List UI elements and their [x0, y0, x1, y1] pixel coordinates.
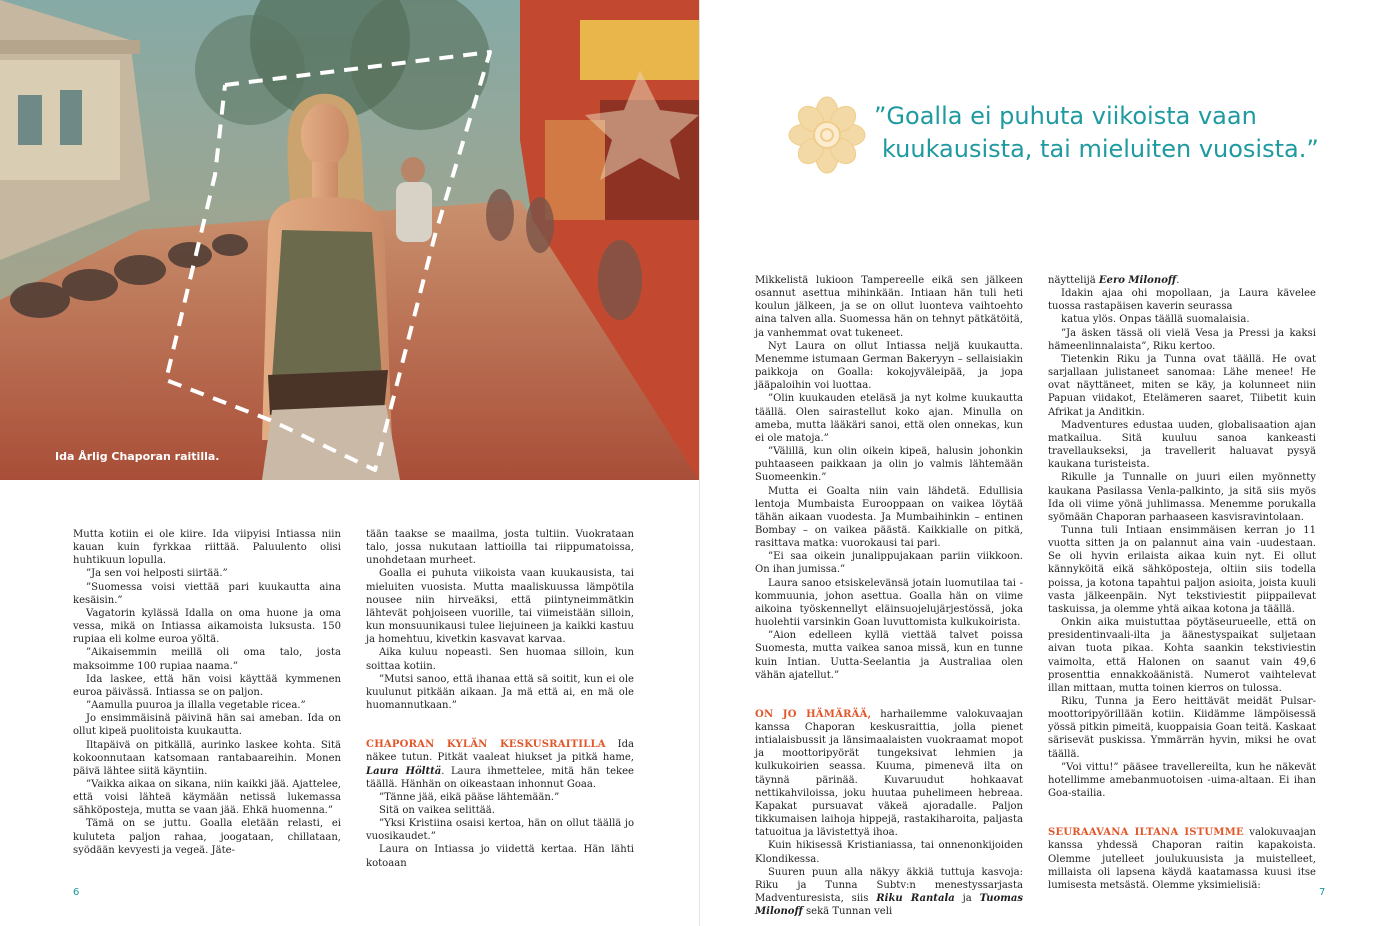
paragraph: Laura on Intiassa jo viidettä kertaa. Hän lähti kotoaan: [366, 844, 634, 869]
pull-quote-line-1: ”Goalla ei puhuta viikoista vaan: [874, 102, 1257, 130]
paragraph: ”Mutsi sanoo, että ihanaa että sä soitit, kun ei ole kuulunut pitkään aikaan. Ja mä että ai, en mä ole huomannutkaan.”: [366, 673, 634, 712]
paragraph: ”Ja äsken tässä oli vielä Vesa ja Pressi ja kaksi hämeenlinnalaista”, Riku kertoo.: [1048, 327, 1316, 352]
paragraph: [1048, 274, 1316, 287]
paragraph: Mikkelistä lukioon Tampereelle eikä sen jälkeen osannut asettua mihinkään. Intiaan hän tuli heti koulun jälkeen, ja se on ollut luonteva vaihtoehto aina talven alla. Suomessa hän on tehnyt pätkätöitä, ja vanhemmat ovat tukeneet.: [755, 275, 1023, 339]
text-run: valokuvaajan kanssa yhdessä Chaporan raitin kapakoista. Olemme jutelleet joulukuusista ja muistelleet, millaista oli lapsena käydä kaatamassa kuusi itse lumisesta metsästä. Olemme yksimielisiä:: [1048, 827, 1316, 891]
paragraph: Madventures edustaa uuden, globalisaation ajan matkailua. Sitä kuuluu sanoa kankeasti travellaukseksi, ja travellerit haluavat pysyä kaukana turisteista.: [1048, 419, 1316, 471]
paragraph: Jo ensimmäisinä päivinä hän sai ameban. Ida on ollut kipeä puolitoista kuukautta.: [73, 713, 341, 738]
section-lead-paragraph: [366, 738, 634, 791]
paragraph: ”Suomessa voisi viettää pari kuukautta aina kesäisin.”: [73, 581, 341, 606]
article-column-1: [73, 528, 341, 857]
paragraph: [755, 866, 1023, 919]
paragraph: ”Tänne jää, eikä pääse lähtemään.”: [379, 791, 560, 803]
section-heading: ON JO HÄMÄRÄÄ,: [755, 708, 872, 720]
person-name: Eero Milonoff: [1098, 275, 1177, 286]
paragraph: tään taakse se maailma, josta tultiin. Vuokrataan talo, jossa nukutaan lattioilla tai riippumatoissa, unohdetaan murheet.: [366, 529, 634, 567]
text-run: Suuren puun alla näkyy äkkiä tuttuja kasvoja: Riku ja Tunna Subtv:n menestyssarjasta Madventuresista, siis: [755, 866, 1023, 905]
paragraph: ”Aamulla puuroa ja illalla vegetable ricea.”: [86, 700, 306, 712]
paragraph: ”Voi vittu!” pääsee travellereilta, kun he näkevät hotellimme amebanmuotoisen -uima-altaan. Ei ihan Goa-stailia.: [1048, 761, 1316, 800]
paragraph: ”Olin kuukauden eteläsä ja nyt kolme kuukautta täällä. Olen sairastellut koko ajan. Minulla on ameba, mutta lääkäri sanoi, että olen onnekas, kun ei ole matoja.”: [755, 393, 1023, 444]
section-lead-paragraph: [755, 708, 1023, 840]
page-number-right: 7: [1319, 887, 1326, 898]
paragraph: Ida laskee, että hän voisi käyttää kymmenen euroa päivässä. Intiassa se on paljon.: [73, 673, 341, 698]
section-lead-paragraph: [1048, 826, 1316, 892]
paragraph: ”Aikaisemmin meillä oli oma talo, josta maksoimme 100 rupiaa naama.”: [73, 647, 341, 672]
street-scene-illustration: [0, 0, 699, 480]
paragraph: ”Vaikka aikaa on sikana, niin kaikki jää. Ajattelee, että voisi lähteä käymään netissä lukemassa sähköposteja, mutta se vaan jää. Ehkä huomenna.”: [73, 778, 341, 817]
text-run: sekä Tunnan veli: [802, 906, 893, 918]
text-run: näyttelijä: [1048, 275, 1099, 286]
page-gutter: [699, 0, 700, 926]
paragraph: Tunna tuli Intiaan ensimmäisen kerran jo 11 vuotta sitten ja on palannut aina vain -uudestaan. Se oli hyvin erilaista aikaa kuin nyt. Ei ollut kännyköitä eikä sähköposteja, oltiin siis todella poissa, ja kotona tapahtui paljon asioita, joista kuuli vasta jälkeenpäin. Nyt tekstiviestit piippailevat taskuissa, ja olemme yhtä aikaa kotona ja täällä.: [1048, 524, 1316, 615]
paragraph: Sitä on vaikea selittää.: [379, 804, 495, 816]
paragraph: Tämä on se juttu. Goalla eletään relasti, ei kuluteta paljon rahaa, joogataan, chillataan, syödään kevyesti ja vegeä. Jäte-: [73, 818, 341, 856]
paragraph: Aika kuluu nopeasti. Sen huomaa silloin, kun soittaa kotiin.: [366, 647, 634, 672]
photo-caption: Ida Årlig Chaporan raitilla.: [55, 450, 220, 463]
paragraph: ”Ei saa oikein junalippujakaan pariin viikkoon. On ihan jumissa.”: [755, 551, 1023, 576]
section-heading: SEURAAVANA ILTANA ISTUMME: [1048, 827, 1244, 839]
paragraph: Laura sanoo etsiskelevänsä jotain luomutilaa tai -kommuunia, johon asettua. Goalla hän on viime aikoina työskennellyt eläinsuojelujärjestössä, joka huolehtii varsinkin Goan luvuttomista kulkukoirista.: [755, 577, 1023, 629]
paragraph: Nyt Laura on ollut Intiassa neljä kuukautta. Menemme istumaan German Bakeryyn – sellaisiakin paikkoja on Goalla: kokojyväleipää, ja jopa jääpaloihin voi luottaa.: [755, 340, 1023, 392]
article-column-4: [1048, 274, 1316, 892]
paragraph: Iltapäivä on pitkällä, aurinko laskee kohta. Sitä kokoonnutaan katsomaan rantabaareihin. Monen päivä lähtee siitä käyntiin.: [73, 739, 341, 777]
pull-quote-line-2: kuukausista, tai mieluiten vuosista.”: [882, 135, 1319, 163]
section-heading: CHAPORAN KYLÄN KESKUSRAITILLA: [366, 739, 606, 751]
paragraph: Idakin ajaa ohi mopollaan, ja Laura kävelee tuossa rastapäisen kaverin seurassa: [1048, 288, 1316, 313]
text-run: ja: [954, 893, 980, 905]
paragraph: ”Yksi Kristiina osaisi kertoa, hän on ollut täällä jo vuosikaudet.”: [366, 818, 634, 843]
paragraph: Goalla ei puhuta viikoista vaan kuukausista, tai mieluiten vuosista. Mutta maaliskuussa lämpötila nousee niin hirveäksi, että piintyneimmätkin lähtevät pohjoiseen vuorille, tai viimeistään silloin, kun monsuunikausi tulee liejuineen ja kaikki kastuu ja homehtuu, kivetkin kasvavat karvaa.: [366, 568, 634, 646]
text-run: .: [1176, 275, 1180, 286]
text-run: . Laura ihmettelee, mitä hän tekee täällä. Hänhän on oikeastaan inhonnut Goaa.: [366, 765, 634, 790]
article-column-2: [366, 528, 634, 870]
article-column-3: [755, 274, 1023, 918]
paragraph: ”Aion edelleen kyllä viettää talvet poissa Suomesta, mutta vaikea sanoa missä, kun en tunne kuin Intian. Uutta-Seelantia ja Australiaa olen vähän ajatellut.”: [755, 630, 1023, 681]
text-run: harhailemme valokuvaajan kanssa Chaporan keskusraittia, jolla pienet intialaisbussit ja länsimaalaisten vuokraamat mopot ja moottoripyörät tungeksivat lehmien ja kulkukoirien seassa. Kuuma, pimenevä ilta on täynnä pärinää. Kuvaruudut hohkaavat nettikahviloissa, joku huutaa puhelimeen hebreaa. Kapakat pursuavat väkeä ajoradalle. Paljon tikkumaisen laihoja hippejä, rastakiharoita, paljasta tatuoitua ja lävistettyä ihoa.: [755, 708, 1023, 839]
paragraph: Riku, Tunna ja Eero heittävät meidät Pulsar-moottoripyörillään kotiin. Kiidämme lämpöisessä yössä pitkin pimeitä, kuoppaisia Goan teitä. Kaskaat särisevät puskissa. Ymmärrän hyvin, miksi he ovat täällä.: [1048, 696, 1316, 760]
paragraph: Mutta kotiin ei ole kiire. Ida viipyisi Intiassa niin kauan kuin fyrkkaa riittää. Paluulento olisi huhtikuun lopulla.: [73, 529, 341, 567]
paragraph: ”Ja sen voi helposti siirtää.”: [86, 568, 228, 580]
paragraph: Tietenkin Riku ja Tunna ovat täällä. He ovat sarjallaan julistaneet sanomaa: Lähe menee! He ovat näyttäneet, miten se käy, ja kolunneet niin Papuan viidakot, Etelämeren saaret, Tiibetit kuin Afrikat ja Anditkin.: [1048, 353, 1316, 418]
paragraph: ”Välillä, kun olin oikein kipeä, halusin johonkin puhtaaseen paikkaan ja olin jo valmis lähtemään Suomeenkin.”: [755, 446, 1023, 484]
paragraph: Kuin hikisessä Kristianiassa, tai onnenonkijoiden Klondikessa.: [755, 840, 1023, 865]
pull-quote: [874, 100, 1344, 166]
person-name: Riku Rantala: [876, 893, 955, 905]
hero-photo: [0, 0, 699, 480]
person-name: Tuomas Milonoff: [755, 893, 1023, 918]
paragraph: Vagatorin kylässä Idalla on oma huone ja oma vessa, mikä on Intiassa aikamoista luksusta. 150 rupiaa eli kolme euroa yöltä.: [73, 607, 341, 646]
paragraph: Onkin aika muistuttaa pöytäseurueelle, että on presidentinvaali-ilta ja äänestyspaikat suljetaan aivan tuota pikaa. Kohta saankin tekstiviestin vaimolta, että Halonen on saanut vain 49,6 prosenttia ennakkoäänistä. Numerot vaihtelevat illan mittaan, mutta toinen kierros on tulossa.: [1048, 617, 1316, 694]
text-run: Ida näkee tutun. Pitkät vaaleat hiukset ja pitkä hame,: [366, 739, 634, 764]
page-number-left: 6: [73, 887, 80, 898]
paragraph: katua ylös. Onpas täällä suomalaisia.: [1061, 314, 1250, 326]
paragraph: Mutta ei Goalta niin vain lähdetä. Edullisia lentoja Mumbaista Eurooppaan on vaikea löytää tähän aikaan vuodesta. Ja Mumbaihinkin – entinen Bombay – on vaikea päästä. Kaikkialle on pitkä, rasittava matka: vuorokausi tai pari.: [755, 485, 1023, 550]
lotus-ornament-icon: [788, 96, 866, 174]
paragraph: Rikulle ja Tunnalle on juuri eilen myönnetty kaukana Pasilassa Venla-palkinto, ja sitä siis myös Ida oli viime yönä juhlimassa. Menemme porukalla syömään Chaporan parhaaseen kasvisravintolaan.: [1048, 472, 1316, 523]
person-name: Laura Hölttä: [366, 765, 442, 777]
